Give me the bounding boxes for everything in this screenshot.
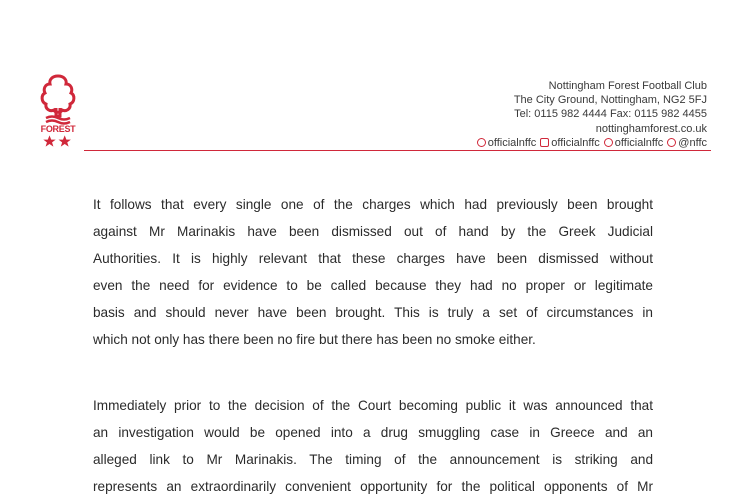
club-phone-fax: Tel: 0115 982 4444 Fax: 0115 982 4455: [514, 108, 707, 121]
facebook-icon: [477, 138, 486, 147]
paragraph-line: represents an extraordinarily convenient opportunity for the political opponents of Mr: [93, 479, 653, 494]
social-facebook[interactable]: [477, 136, 537, 150]
social-links: [477, 136, 707, 150]
club-crest: [40, 72, 76, 154]
tree-crest-icon: [40, 72, 76, 154]
paragraph-line: Immediately prior to the decision of the Court becoming public it was announced that: [93, 398, 653, 413]
snapchat-icon: [604, 138, 613, 147]
body-paragraph: [93, 191, 653, 353]
paragraph-line: even the need for evidence to be called because they had no proper or legitimate: [93, 278, 653, 293]
social-twitter-handle: @nffc: [678, 136, 707, 149]
club-address: The City Ground, Nottingham, NG2 5FJ: [513, 94, 707, 107]
social-twitter[interactable]: [667, 136, 707, 150]
paragraph-line: Authorities. It is highly relevant that these charges have been dismissed without: [93, 251, 653, 266]
paragraph-line: alleged link to Mr Marinakis. The timing of the announcement is striking and: [93, 452, 653, 467]
paragraph-line: basis and should never have been brought. This is truly a set of circumstances in: [93, 305, 653, 320]
social-instagram-handle: officialnffc: [551, 136, 600, 149]
twitter-icon: [667, 138, 676, 147]
instagram-icon: [540, 138, 549, 147]
social-instagram[interactable]: [540, 136, 600, 150]
paragraph-line: an investigation would be opened into a drug smuggling case in Greece and an: [93, 425, 653, 440]
paragraph-line: against Mr Marinakis have been dismissed out of hand by the Greek Judicial: [93, 224, 653, 239]
body-paragraph: [93, 392, 653, 500]
social-facebook-handle: officialnffc: [487, 136, 537, 149]
club-website[interactable]: nottinghamforest.co.uk: [595, 122, 707, 135]
social-snapchat[interactable]: [604, 136, 664, 150]
social-snapchat-handle: officialnffc: [614, 136, 664, 149]
letterhead-divider: [84, 150, 711, 151]
club-name: Nottingham Forest Football Club: [548, 80, 707, 92]
paragraph-line: It follows that every single one of the charges which had previously been brought: [93, 197, 653, 212]
letterhead-address: [477, 79, 707, 150]
paragraph-line: which not only has there been no fire but there has been no smoke either.: [93, 332, 536, 347]
logo-wordmark: FOREST: [40, 124, 76, 134]
